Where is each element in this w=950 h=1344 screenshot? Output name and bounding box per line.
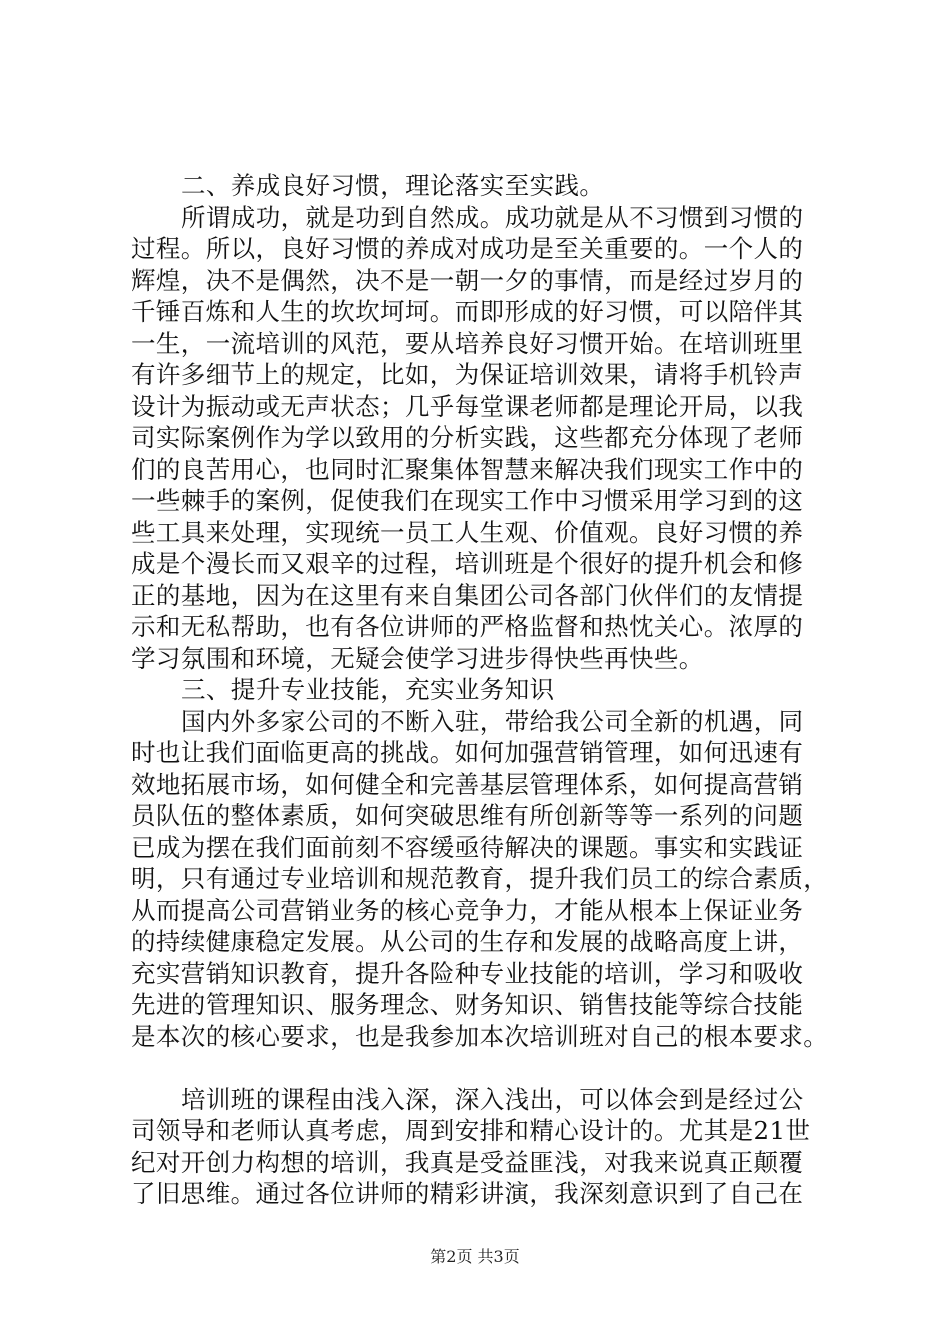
paragraph-line: 先进的管理知识、服务理念、财务知识、销售技能等综合技能 — [131, 990, 804, 1019]
paragraph-line: 从而提高公司营销业务的核心竞争力，才能从根本上保证业务 — [131, 895, 804, 925]
document-body — [131, 170, 831, 1210]
paragraph-line: 有许多细节上的规定，比如，为保证培训效果，请将手机铃声 — [131, 360, 804, 389]
paragraph-spacer — [131, 1052, 831, 1084]
paragraph-line: 明，只有通过专业培训和规范教育，提升我们员工的综合素质， — [131, 864, 829, 893]
section-heading: 三、提升专业技能，充实业务知识 — [181, 675, 555, 704]
paragraph-line: 正的基地，因为在这里有来自集团公司各部门伙伴们的友情提 — [131, 580, 804, 610]
page-number-footer: 第2页 共3页 — [430, 1247, 520, 1266]
paragraph-line: 一些棘手的案例，促使我们在现实工作中习惯采用学习到的这 — [131, 486, 804, 515]
paragraph-line: 司领导和老师认真考虑，周到安排和精心设计的。尤其是21世 — [131, 1116, 811, 1145]
paragraph-line: 辉煌，决不是偶然，决不是一朝一夕的事情，而是经过岁月的 — [131, 265, 804, 295]
paragraph-line: 过程。所以，良好习惯的养成对成功是至关重要的。一个人的 — [131, 234, 804, 263]
paragraph-line: 了旧思维。通过各位讲师的精彩讲演，我深刻意识到了自己在 — [131, 1179, 804, 1208]
paragraph-line: 充实营销知识教育，提升各险种专业技能的培训，学习和吸收 — [131, 958, 804, 988]
paragraph-line: 效地拓展市场，如何健全和完善基层管理体系，如何提高营销 — [131, 769, 804, 799]
paragraph-line: 纪对开创力构想的培训，我真是受益匪浅，对我来说真正颠覆 — [131, 1147, 804, 1177]
paragraph-line: 所谓成功，就是功到自然成。成功就是从不习惯到习惯的 — [181, 202, 804, 232]
paragraph-line: 司实际案例作为学以致用的分析实践，这些都充分体现了老师 — [131, 423, 804, 452]
paragraph-line: 国内外多家公司的不断入驻，带给我公司全新的机遇，同 — [181, 706, 804, 736]
paragraph-line: 示和无私帮助，也有各位讲师的严格监督和热忱关心。浓厚的 — [131, 612, 804, 641]
paragraph-line: 千锤百炼和人生的坎坎坷坷。而即形成的好习惯，可以陪伴其 — [131, 297, 804, 326]
paragraph-line: 员队伍的整体素质，如何突破思维有所创新等等一系列的问题 — [131, 801, 804, 830]
paragraph-line: 时也让我们面临更高的挑战。如何加强营销管理，如何迅速有 — [131, 738, 804, 767]
paragraph-line: 的持续健康稳定发展。从公司的生存和发展的战略高度上讲， — [131, 927, 804, 956]
paragraph-line: 们的良苦用心，也同时汇聚集体智慧来解决我们现实工作中的 — [131, 454, 804, 484]
paragraph-line: 已成为摆在我们面前刻不容缓亟待解决的课题。事实和实践证 — [131, 832, 804, 862]
paragraph-line: 成是个漫长而又艰辛的过程，培训班是个很好的提升机会和修 — [131, 549, 804, 578]
paragraph-line: 是本次的核心要求，也是我参加本次培训班对自己的根本要求。 — [131, 1021, 829, 1051]
section-heading: 二、养成良好习惯，理论落实至实践。 — [181, 171, 605, 200]
paragraph-line: 些工具来处理，实现统一员工人生观、价值观。良好习惯的养 — [131, 517, 804, 547]
paragraph-line: 一生，一流培训的风范，要从培养良好习惯开始。在培训班里 — [131, 328, 804, 358]
paragraph-line: 学习氛围和环境，无疑会使学习进步得快些再快些。 — [131, 643, 704, 673]
paragraph-line: 设计为振动或无声状态；几乎每堂课老师都是理论开局，以我 — [131, 391, 804, 421]
paragraph-line: 培训班的课程由浅入深，深入浅出，可以体会到是经过公 — [181, 1084, 804, 1114]
